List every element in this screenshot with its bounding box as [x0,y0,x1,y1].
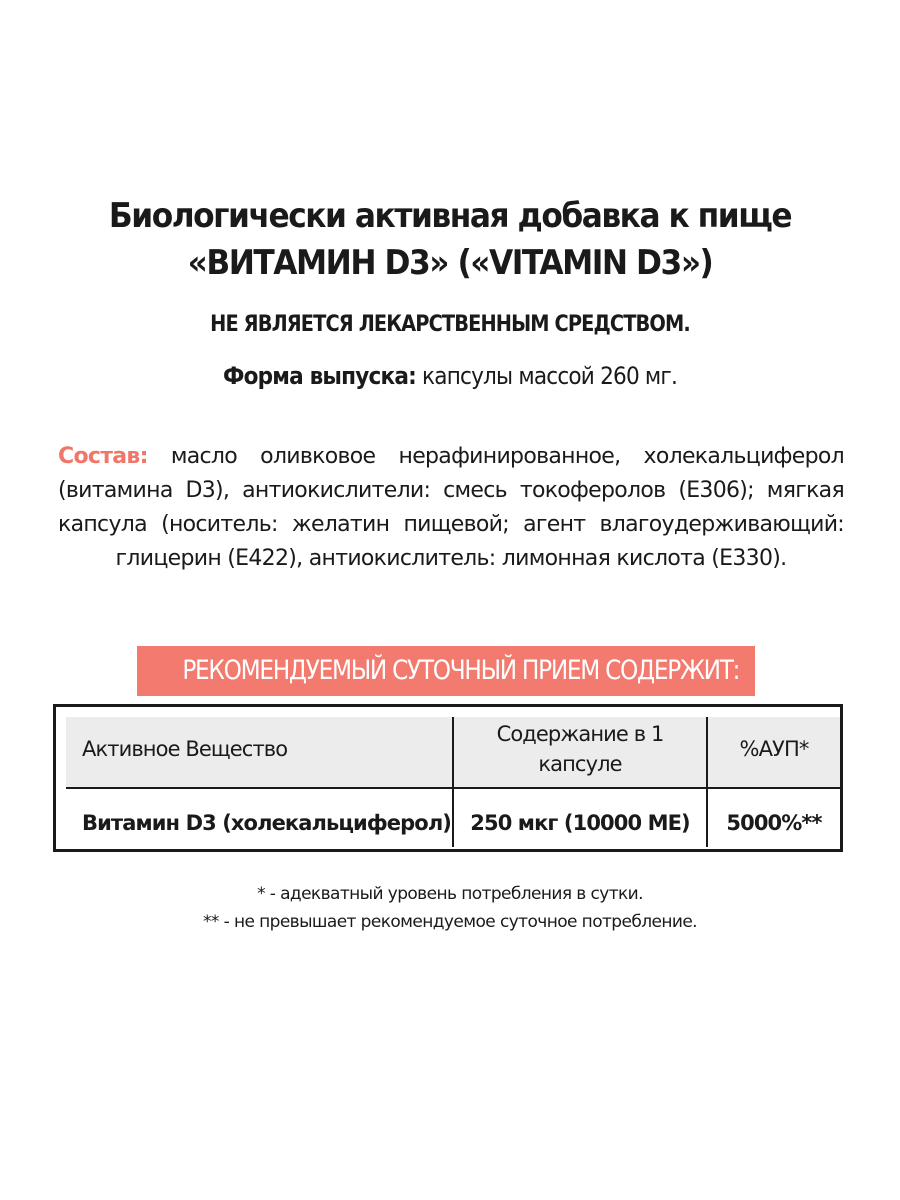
table-cell-amount: 250 мкг (10000 МЕ) [470,811,690,835]
daily-intake-banner [137,646,755,696]
table-cell-percent: 5000%** [726,811,822,835]
table-header-percent-ai: %АУП* [739,737,809,761]
footnote-not-exceed: ** - не превышает рекомендуемое суточное потребление. [203,912,697,932]
release-form-value: капсулы массой 260 мг. [415,362,678,390]
footnote-adequate-level: * - адекватный уровень потребления в сутки. [257,884,643,904]
table-cell-substance-name: Витамин D3 (холекальциферол) [82,811,451,835]
composition-text: масло оливковое нерафинированное, холекальциферол (витамина D3), антиокислители: смесь токоферолов (Е306); мягкая капсула (носитель: желатин пищевой; агент влагоудерживающий: глицерин (Е422), антиокислитель: лимонная кислота (Е330). [58,444,844,571]
composition-label: Состав: [58,444,148,469]
product-title-line-1: Биологически активная добавка к пище [108,196,792,236]
table-row-divider [66,787,840,789]
product-title-line-2: «ВИТАМИН D3» («VITAMIN D3») [187,243,713,283]
release-form [45,362,855,390]
not-medicine-notice: НЕ ЯВЛЯЕТСЯ ЛЕКАРСТВЕННЫМ СРЕДСТВОМ. [210,312,690,337]
table-header-content-per-capsule: Содержание в 1 капсуле [496,722,664,776]
release-form-label: Форма выпуска: [222,362,416,390]
daily-intake-banner-text: РЕКОМЕНДУЕМЫЙ СУТОЧНЫЙ ПРИЕМ СОДЕРЖИТ: [182,655,740,686]
nutrient-table [53,704,843,852]
composition-paragraph [58,440,844,576]
table-header-active-substance: Активное Вещество [82,737,288,761]
